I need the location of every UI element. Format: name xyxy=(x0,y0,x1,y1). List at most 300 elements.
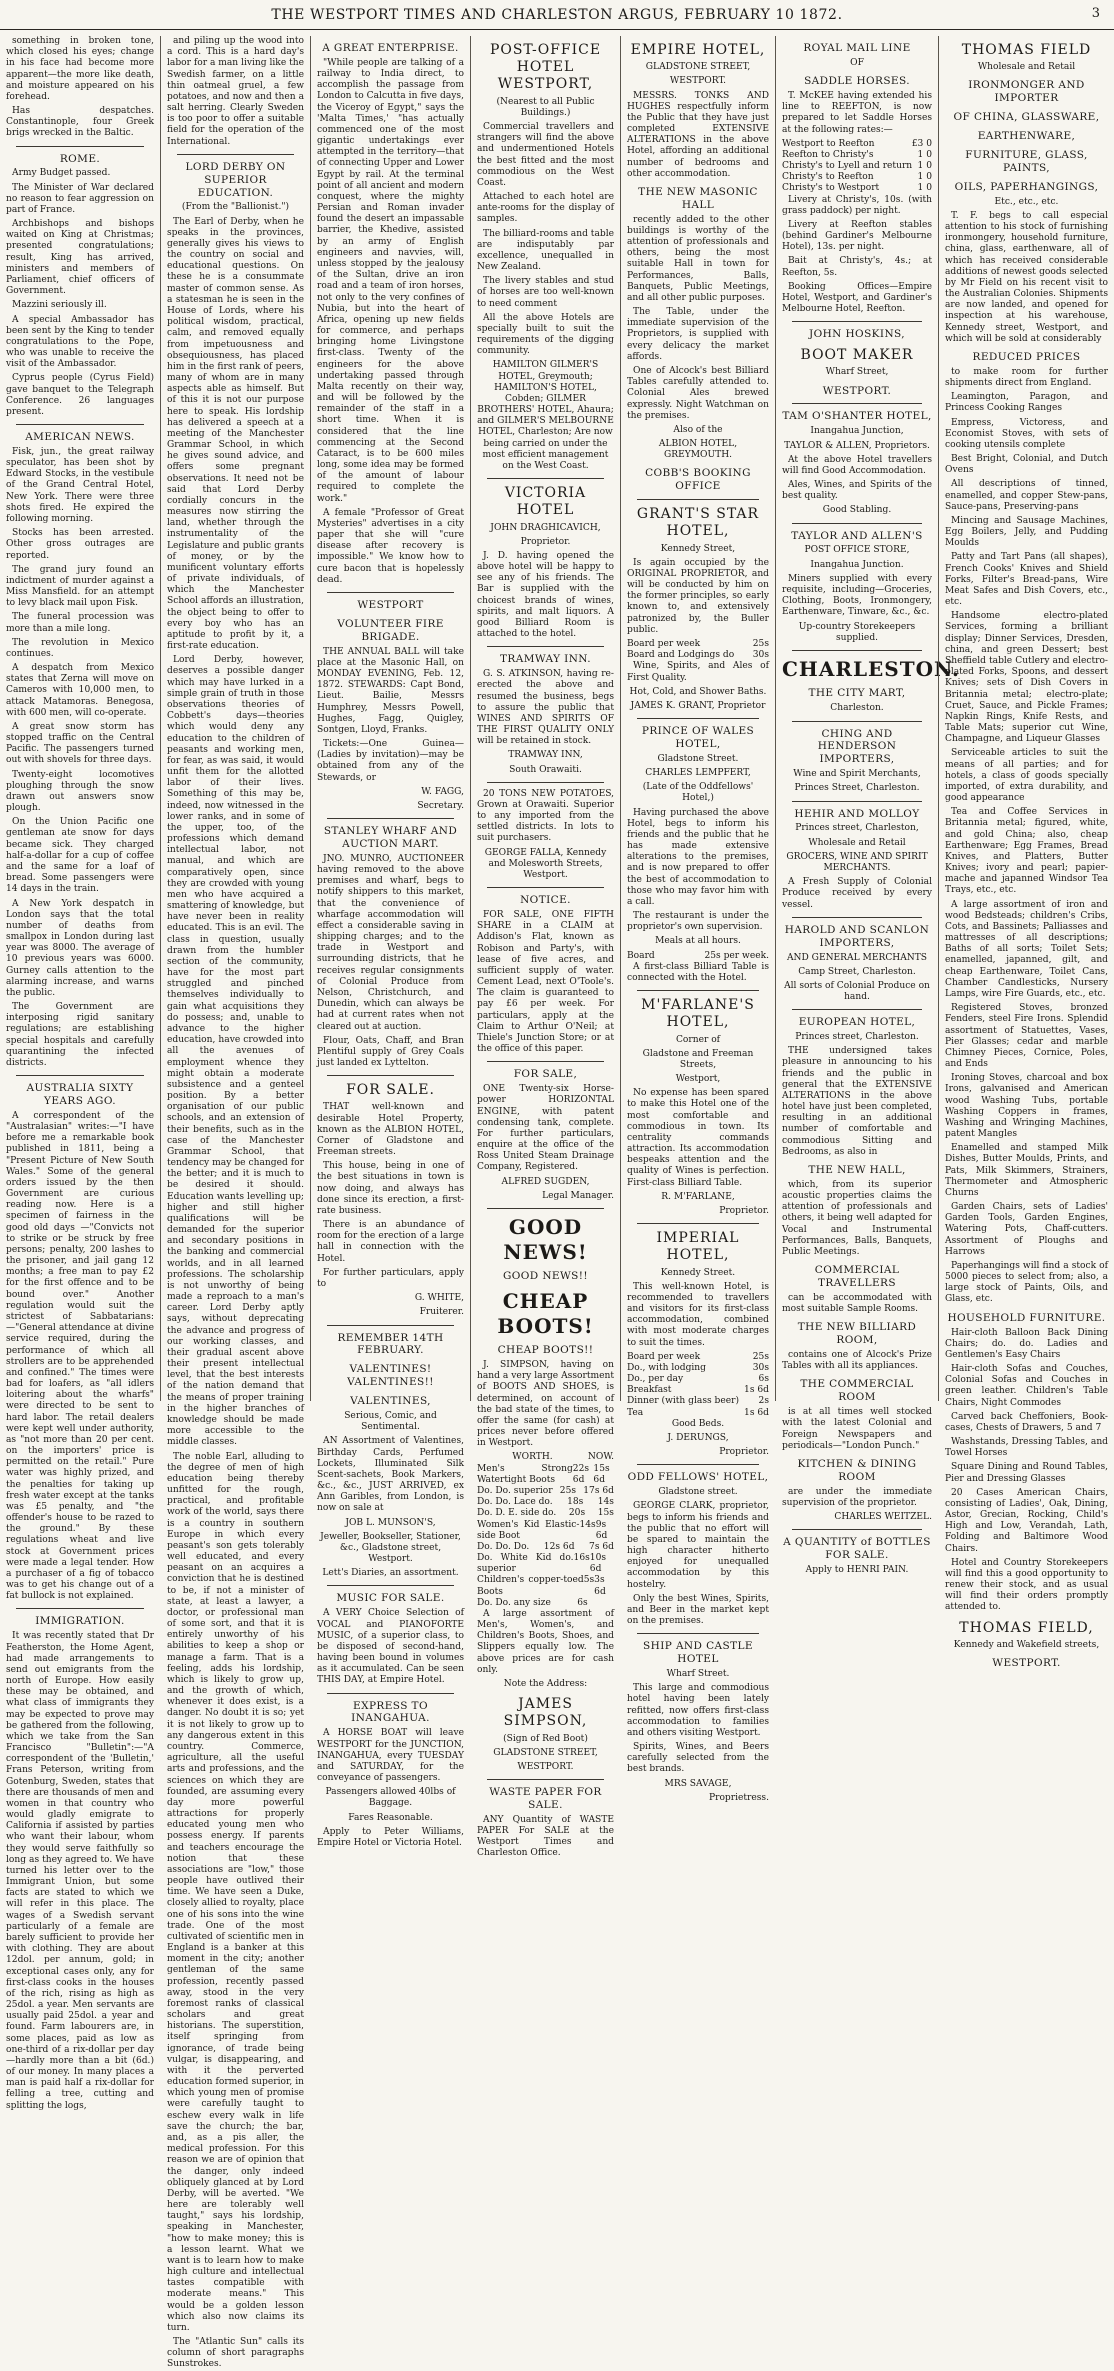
price-row xyxy=(477,1598,614,1609)
ad-text: The billiard-rooms and table are indisputably par excellence, unequalled in New Zealand. xyxy=(477,228,614,273)
ad-text: Spirits, Wines, and Beers carefully selected from the best brands. xyxy=(627,1742,769,1775)
divider xyxy=(487,1208,604,1209)
paragraph: "While people are talking of a railway to India direct, to accomplish the passage from London to Calcutta in five days, the Viceroy of Egypt," says the 'Malta Times,' "has actually commenced one of the most gigantic undertakings ever attempted in the territory—that of connecting Upper and Lower Egypt by rail. At the terminal point of all ancient and modern conquest, where the mighty Persian and Roman invader found the desert an impassable barrier, the Khedive, assisted by an army of English engineers and navvies, will, unless stopped by the jealousy of the Sultan, drive an iron road and a team of iron horses, not only to the very confines of Nubia, but into the heart of Africa, opening up new fields for commerce, and perhaps bringing home Livingstone first-class. Twenty of the engineers for the above undertaking passed through Malta recently on their way, and will be followed by the remainder of the staff in a short time. When it is considered that the line commencing at the Second Cataract, is to be 600 miles long, some idea may be formed of the amount of labour required to complete the work." xyxy=(317,57,464,504)
ad-signature: THOMAS FIELD, xyxy=(959,1619,1094,1636)
ad-text: contains one of Alcock's Prize Tables with all its appliances. xyxy=(782,1350,932,1372)
ad-note: Passengers allowed 40lbs of Baggage. xyxy=(325,1787,456,1809)
ad-heading-european-hotel: EUROPEAN HOTEL, xyxy=(798,1016,916,1029)
ad-heading-post-office-hotel: POST-OFFICE HOTEL WESTPORT, xyxy=(489,42,602,93)
ad-heading-for-sale: FOR SALE. xyxy=(346,1082,435,1099)
ad-text: AN Assortment of Valentines, Birthday Cards, Perfumed Lockets, Illuminated Silk Scent-sachets, Book Markers, &c., &c., JUST ARRIVED, ex Ann Garibles, from London, is now on sale at xyxy=(317,1436,464,1514)
ad-signature: JOHN DRAGHICAVICH, xyxy=(490,522,601,533)
ad-text: The restaurant is under the proprietor's own supervision. xyxy=(627,911,769,933)
price-value: 6s xyxy=(758,1374,769,1385)
ad-subheading: (Nearest to all Public Buildings.) xyxy=(496,96,595,118)
ad-subheading: Gladstone street. xyxy=(658,1487,738,1498)
ad-subheading: Charleston. xyxy=(830,703,884,714)
ad-heading-mfarlanes-hotel: M'FARLANE'S HOTEL, xyxy=(641,997,755,1031)
paragraph: A New York despatch in London says that the total number of deaths from smallpox in London during last year was 8000. The average of 10 previous years was 6000. Gurney calls attention to the alarming increase, and warns the public. xyxy=(6,898,154,998)
ad-subheading-commercial-room: THE COMMERCIAL ROOM xyxy=(800,1378,914,1404)
ad-subheading-reduced-prices: REDUCED PRICES xyxy=(972,350,1081,363)
list-item: 20 Cases American Chairs, consisting of Ladies', Oak, Dining, Astor, Grecian, Rocking, Child's High and Low, Verandah, Lath, Folding and Baltimore Wood Chairs. xyxy=(945,1487,1108,1554)
price-value: 25s xyxy=(752,638,769,649)
ad-text: At the above Hotel travellers will find Good Accommodation. xyxy=(782,454,932,476)
price-item: Dinner (with glass beer) xyxy=(627,1396,740,1407)
price-item: Do. Do. Lace do. xyxy=(477,1497,553,1508)
ad-signature: J. DERUNGS, xyxy=(667,1432,729,1443)
ad-heading-john-hoskins: JOHN HOSKINS, xyxy=(809,328,905,341)
divider xyxy=(327,592,454,593)
ad-signature-title: Proprietor. xyxy=(719,1205,769,1216)
ad-signature: CHARLES WEITZEL. xyxy=(834,1512,932,1523)
ad-text: Flour, Oats, Chaff, and Bran Plentiful supply of Grey Coals just landed ex Lyttelton. xyxy=(317,1035,464,1069)
list-item: Ironing Stoves, charcoal and box Irons, galvanised and American wood Washing Tubs, portable Washing Coppers in frames, Washing and Wringing Machines, patent Mangles xyxy=(945,1073,1108,1140)
price-value: 30s xyxy=(752,650,769,661)
price-row xyxy=(627,650,769,661)
price-row xyxy=(627,1352,769,1363)
ad-note: Up-country Storekeepers supplied. xyxy=(798,621,916,643)
ad-text: A Fresh Supply of Colonial Produce received by every vessel. xyxy=(782,877,932,910)
column-4 xyxy=(470,36,620,1859)
ad-heading-empire-hotel: EMPIRE HOTEL, xyxy=(630,42,766,58)
divider xyxy=(327,1585,454,1586)
ad-text: JNO. MUNRO, AUCTIONEER having removed to the above premises and wharf, begs to notify shippers to this market, that the convenience of wharfage accommodation will effect a considerable saving in shipping charges; and to the trade in Westport and surrounding districts, that he receives regular consignments of Colonial Produce from Nelson, Christchurch, and Dunedin, which can always be had at current rates when not cleared out at auction. xyxy=(317,853,464,1032)
ad-heading-fire-brigade-sub: VOLUNTEER FIRE BRIGADE. xyxy=(337,617,444,643)
ad-heading-hehir-molloy: HEHIR AND MOLLOY xyxy=(794,807,920,820)
ad-signature-sign: (Sign of Red Boot) xyxy=(503,1733,588,1744)
section-heading-american-news: AMERICAN NEWS. xyxy=(25,431,135,444)
ad-subheading: Inangahua Junction. xyxy=(810,559,904,570)
ad-heading-waste-paper: WASTE PAPER FOR SALE. xyxy=(489,1786,602,1811)
ad-text: THE ANNUAL BALL will take place at the Masonic Hall, on MONDAY EVENING, Feb. 12, 1872. STEWARDS: Capt Bond, Lieut. Bailie, Messrs Humphrey, Messrs Powell, Hughes, Fagg, Quigley, Sontgen, Lloyd, Franks. xyxy=(317,646,464,735)
divider xyxy=(177,154,294,155)
ad-text: T. F. begs to call especial attention to his stock of furnishing ironmongery, household furniture, china, glass, earthenware, all of which has received considerable additions of newest goods selected by Mr Field on his recent visit to the Australian Colonies. Shipments are now landed, and opened for inspection at his warehouse, Kennedy street, Westport, and which will be sold at considerably xyxy=(945,210,1108,344)
ad-text: One of Alcock's best Billiard Tables carefully attended to. Colonial Ales brewed expressly. Night Watchman on the premises. xyxy=(627,365,769,421)
ad-subheading: Wholesale and Retail xyxy=(977,62,1076,73)
ad-subheading: AND GENERAL MERCHANTS xyxy=(786,952,928,963)
ad-text: No expense has been spared to make this Hotel one of the most comfortable and commodious in town. Its centrality commands attraction. Its accommodation bespeaks attention and the quality of Wines is perfection. First-class Billiard Table. xyxy=(627,1088,769,1188)
ad-subheading-good-news: GOOD NEWS!! xyxy=(502,1270,589,1283)
divider xyxy=(327,1075,454,1076)
ad-text: recently added to the other buildings is worthy of the attention of professionals and others, being the most suitable Hall in town for Performances, Balls, Banquets, Public Meetings, and all other public purposes. xyxy=(627,214,769,303)
price-row xyxy=(477,1486,614,1497)
paragraph: The Earl of Derby, when he speaks in the provinces, generally gives his views to the country on social and educational questions. On these he is a consummate master of common sense. As a statesman he is seen in the House of Lords, where his political wisdom, practical, calm, and removed equally from impetuousness and obsequiousness, has placed him in the first rank of peers, many of whom are in many aspects able as himself. But of this it is not our purpose here to speak. His lordship has delivered a speech at a meeting of the Manchester Grammar School, in which he gives sound advice, and offers some pregnant observations. It need not be said that Lord Derby cordially concurs in the measures now stirring the land, whether through the instrumentality of the Legislature and public grants of money, or by the munificent voluntary efforts of private individuals, of which the Manchester School affords an illustration, the object being to offer to every boy who has an aptitude to profit by it, a first-rate education. xyxy=(167,216,304,652)
ad-subheading: Princes street, Charleston. xyxy=(795,1032,919,1043)
ad-note: Lett's Diaries, an assortment. xyxy=(322,1568,459,1579)
ad-heading-tam-oshanter: TAM O'SHANTER HOTEL, xyxy=(782,410,932,423)
ad-text: The livery stables and stud of horses are too well-known to need comment xyxy=(477,276,614,309)
ad-subheading: Etc., etc., etc. xyxy=(994,196,1059,207)
divider xyxy=(327,1693,454,1694)
ad-subheading: IRONMONGER AND IMPORTER xyxy=(968,79,1085,105)
source-credit: (From the "Ballionist.") xyxy=(181,202,290,213)
divider xyxy=(16,146,144,147)
price-row xyxy=(477,1508,614,1519)
divider xyxy=(487,646,604,647)
price-row xyxy=(782,139,932,150)
ad-subheading-billiard: THE NEW BILLIARD ROOM, xyxy=(797,1321,917,1347)
divider xyxy=(792,1009,922,1010)
ad-subheading-commercial: COMMERCIAL TRAVELLERS xyxy=(814,1264,900,1289)
divider xyxy=(637,1223,759,1224)
ad-subheading-masonic-hall: THE NEW MASONIC HALL xyxy=(638,185,758,211)
price-worth: 6s xyxy=(577,1597,588,1608)
price-worth: 22s 6d xyxy=(572,1463,590,1485)
ad-signature: MRS SAVAGE, xyxy=(664,1778,732,1789)
ad-text: Attached to each hotel are ante-rooms for the display of samples. xyxy=(477,192,614,225)
ad-text: J. D. having opened the above hotel will be happy to see any of his friends. The Bar is supplied with the choicest brands of wines, spirits, and malt liquors. A good Billiard Room is attached to the hotel. xyxy=(477,550,614,640)
price-now: 15s xyxy=(597,1508,614,1519)
ad-text: to make room for further shipments direct from England. xyxy=(945,366,1108,389)
price-item: Board and Lodgings do xyxy=(627,650,735,661)
ad-text: Hot, Cold, and Shower Baths. xyxy=(629,686,767,697)
ad-signature-title: Proprietress. xyxy=(708,1792,769,1803)
divider xyxy=(487,782,604,783)
ad-signature-title: Fruiterer. xyxy=(419,1307,464,1318)
ad-subheading: Wholesale and Retail xyxy=(808,837,906,848)
divider xyxy=(487,1061,604,1062)
ad-text: Hotel and Country Storekeepers will find this a good opportunity to renew their stock, and as usual will find their orders promptly attended to. xyxy=(945,1557,1108,1613)
ad-note: All sorts of Colonial Produce on hand. xyxy=(784,980,930,1003)
ad-text: J. SIMPSON, having on hand a very large Assortment of BOOTS AND SHOES, is determined, on account of the bad state of the times, to offer the same (for cash) at prices never before offered in Westport. xyxy=(477,1360,614,1449)
price-value: 25s xyxy=(752,1351,769,1362)
ad-subheading-cheap-boots: CHEAP BOOTS!! xyxy=(497,1344,594,1357)
ad-text: ANY Quantity of WASTE PAPER For SALE at the Westport Times and Charleston Office. xyxy=(477,1814,614,1859)
price-value: £3 0 xyxy=(911,138,932,149)
price-worth: 12s 6d xyxy=(543,1541,575,1552)
section-heading-charleston: CHARLESTON. xyxy=(782,656,960,681)
ad-subheading: WESTPORT. xyxy=(669,76,727,87)
ad-signature-address: Kennedy and Wakefield streets, xyxy=(953,1639,1100,1650)
ad-text: All the above Hotels are specially built to suit the requirements of the digging community. xyxy=(477,312,614,357)
paragraph: It was recently stated that Dr Featherston, the Home Agent, had made arrangements to send out emigrants from the north of Europe. How easily these may be obtained, and what class of immigrants they may be expected to prove may be gathered from the following, which we take from the San Francisco "Bulletin":—"A correspondent of the 'Bulletin,' Frans Peterson, writing from Gotenburg, Sweden, states that there are thousands of men and women in that country who would gladly emigrate to California if assisted by parties who want their labour, whom they would serve faithfully so long as they agreed to. We have turned his letter over to the Immigrant Union, but some facts are stated to which we will refer in this place. The wages of a Swedish servant particularly of a female are barely sufficient to provide her with clothing. They are about 12dol. per annum, gold; in exceptional cases only, any for first-class cooks in the houses of the rich, rising as high as 25dol. a year. Men servants are usually paid 25dol. a year and found. Farm labourers are, in some places, paid as low as one-third of a rix-dollar per day—hardly more than a bit (6d.) of our money. In many places a man is paid half a rix-dollar for felling a tree, cutting and splitting the logs, xyxy=(6,1631,154,2111)
price-now: 15s 6d xyxy=(593,1463,610,1485)
paragraph: something in broken tone, which closed his eyes; change in his face had become more apparent—the more like death, and moisture appeared on his forehead. xyxy=(6,36,154,102)
ad-subheading: GROCERS, WINE AND SPIRIT MERCHANTS. xyxy=(786,851,928,873)
price-value: 25s per week. xyxy=(704,950,769,961)
price-header-worth: WORTH. xyxy=(512,1452,553,1463)
ad-heading-for-sale-engine: FOR SALE, xyxy=(513,1068,578,1081)
divider xyxy=(327,818,454,819)
ad-subheading: Wharf Street. xyxy=(666,1669,730,1680)
ad-subheading: Inangahua Junction, xyxy=(810,426,904,437)
price-table-header xyxy=(477,1452,614,1463)
ad-text: Is again occupied by the ORIGINAL PROPRIETOR, and will be conducted by him on the former principles, so early known to, and extensively patronized by, the Buller public. xyxy=(627,557,769,635)
price-item: Westport to Reefton xyxy=(782,138,875,149)
price-worth: 25s xyxy=(559,1485,577,1496)
price-item: Tea xyxy=(627,1407,644,1418)
list-item: Washstands, Dressing Tables, and Towel Horses xyxy=(945,1437,1108,1459)
column-5 xyxy=(620,36,775,1803)
ad-text: Apply to Peter Williams, Empire Hotel or Victoria Hotel. xyxy=(317,1826,464,1848)
price-item: Do. White Kid do. superior xyxy=(477,1553,574,1575)
price-row xyxy=(627,1385,769,1396)
divider xyxy=(637,499,759,500)
divider xyxy=(487,1779,604,1780)
ad-heading-ship-and-castle: SHIP AND CASTLE HOTEL xyxy=(643,1640,753,1666)
ad-signature: JOB L. MUNSON'S, xyxy=(345,1517,436,1528)
ad-text: A large assortment of Men's, Women's, and Children's Boots, Shoes, and Slippers equally low. The above prices are for cash only. xyxy=(477,1608,614,1675)
ad-text: A first-class Billiard Table is connected with the Hotel. xyxy=(627,961,769,983)
ad-subheading: Kennedy Street. xyxy=(660,1267,736,1278)
price-row xyxy=(627,1363,769,1374)
price-item: Children's copper-toed Boots xyxy=(477,1575,584,1597)
price-row xyxy=(477,1575,614,1597)
column-6 xyxy=(775,36,960,1576)
ad-heading-ching-henderson: CHING AND HENDERSON IMPORTERS, xyxy=(817,727,897,766)
divider xyxy=(16,424,144,425)
ad-note: ALBION HOTEL, GREYMOUTH. xyxy=(658,439,738,461)
ad-signature-title: Secretary. xyxy=(417,800,464,811)
list-item: Paperhangings will find a stock of 5000 pieces to select from; also, a large stock of Paints, Oils, and Glass, etc. xyxy=(945,1260,1108,1305)
ad-subheading-new-hall: THE NEW HALL, xyxy=(808,1163,906,1176)
masthead xyxy=(0,0,1114,30)
paragraph: The funeral procession was more than a mile long. xyxy=(6,612,154,634)
ad-heading-express: EXPRESS TO INANGAHUA. xyxy=(351,1699,430,1725)
ad-subheading: POST OFFICE STORE, xyxy=(804,545,910,556)
price-item: Women's Kid Elastic-side Boot xyxy=(477,1519,580,1541)
section-heading-australia: AUSTRALIA SIXTY YEARS AGO. xyxy=(26,1082,134,1107)
paragraph: Mazzini seriously ill. xyxy=(12,300,107,311)
ad-text: Ales, Wines, and Spirits of the best quality. xyxy=(782,480,932,502)
ad-subheading-household-furniture: HOUSEHOLD FURNITURE. xyxy=(947,1311,1106,1324)
ad-signature: ALFRED SUGDEN, xyxy=(501,1176,590,1187)
price-item: Men's Strong Watertight Boots xyxy=(477,1463,573,1485)
paragraph: On the Union Pacific one gentleman ate snow for days became sick. They charged half-a-dollar for a cup of coffee and the same for a loaf of bread. Some passengers were 14 days in the train. xyxy=(6,817,154,895)
list-item: Handsome electro-plated Services, forming a brilliant display; Dinner Services, Dresden, china, and green Dessert; best Sheffield table Cutlery and electro-plated Forks, Spoons, and dessert Knives; sets of Dish Covers in Britannia metal; electro-plate; Cruet, Sauce, and Pickle Frames; Napkin Rings, Knife Rests, and Table Mats; superior cut Wine, Champagne, and Liqueur Glasses xyxy=(945,611,1108,745)
price-worth: 18s xyxy=(567,1497,584,1508)
ad-subheading: TAYLOR & ALLEN, Proprietors. xyxy=(784,440,930,451)
price-row xyxy=(477,1542,614,1553)
ad-text: Having purchased the above Hotel, begs to inform his friends and the public that he has made extensive alterations to the premises, and is now prepared to offer the best of accommodation to those who may favor him with a call. xyxy=(627,807,769,907)
paragraph: Lord Derby, however, deserves a possible danger which may have lurked in a simple grain of truth in those observations theories of Cobbett's days—theories which would deny any education to the children of peasants and working men, for fear, as was said, it would unfit them for the allotted labor of their lives. Something of this may be, indeed, now witnessed in the lower ranks, and in some of the upper, too, of the professions which demand intellectual labor, not manual, and which are comparatively open, since they are crowded with young men who have acquired a smattering of knowledge, but have never been in reality educated. This is an evil. The class in question, usually drawn from the humbler section of the community, have for the most part struggled and pinched themselves individually to gain what acquisitions they do possess; and, unable to advance to the higher education, have crowded into all the avenues of employment whence they might obtain a moderate subsistence and a genteel position. By a better organisation of our public schools, and an extension of their benefits, such as in the case of the Manchester Grammar School, that tendency may be changed for the better; and it is much to be desired it should. Education wants levelling up; higher and still higher qualifications will be demanded for the superior and secondary positions in the banking and commercial worlds, and in all learned professions. The scholarship is not unworthy of being made a reproach to a man's career. Lord Derby aptly says, without deprecating the advance and progress of our working classes, and their gradual ascent above their present intellectual level, that the best interests of the nation demand that the means of proper training in the higher branches of knowledge should be made more accessible to the middle classes. xyxy=(167,655,304,1448)
price-now: 3s 6d xyxy=(594,1575,606,1597)
price-now: 9s 6d xyxy=(595,1519,608,1541)
paragraph: The Government are interposing rigid sanitary regulations; are establishing special hospitals and carefully quarantining the infected districts. xyxy=(6,1002,154,1068)
price-row xyxy=(627,951,769,962)
ad-signature: CHARLES LEMPFERT, xyxy=(645,768,751,778)
ad-heading-victoria-hotel: VICTORIA HOTEL xyxy=(504,485,587,519)
price-item: Christy's to Lyell and return xyxy=(782,161,913,172)
ad-heading-cobbs: COBB'S BOOKING OFFICE xyxy=(645,467,751,493)
list-item: Tea and Coffee Services in Britannia metal; figured, white, and gold China; also, cheap Earthenware; Egg Frames, Bread Knives, and Platters, Butter Knives; ivory and pearl; papier-mache and japanned Windsor Tea Trays, etc., etc. xyxy=(945,807,1108,896)
ad-heading-notice: NOTICE. xyxy=(520,894,571,907)
ad-text: Tickets:—One Guinea—(Ladies by invitation)—may be obtained from any of the Stewards, or xyxy=(317,739,464,783)
price-row xyxy=(477,1464,614,1486)
ad-signature-town: WESTPORT. xyxy=(517,1761,574,1772)
ad-text: This house, being in one of the best situations in town is now doing, and always has done since its erection, a first-rate business. xyxy=(317,1161,464,1216)
price-item: Board per week xyxy=(627,638,701,649)
section-heading-rome: ROME. xyxy=(59,152,101,165)
divider xyxy=(792,917,922,918)
ad-text: This well-known Hotel, is recommended to travellers and visitors for its first-class accommodation, combined with most moderate charges to suit the times. xyxy=(627,1281,769,1348)
ad-heading-valentines: VALENTINES! VALENTINES!! xyxy=(347,1363,434,1389)
ad-signature-town: WESTPORT. xyxy=(992,1657,1061,1670)
paragraph: Twenty-eight locomotives ploughing through the snow drawn out answers snow plough. xyxy=(6,769,154,814)
paragraph: A correspondent of the "Australasian" writes:—"I have before me a remarkable book published in 1811, being a "Present Picture of New South Wales." Some of the general orders issued by the then Government are curious reading now. Here is a specimen of fairness in the good old days —"Convicts not to strike or be struck by free persons; penalty, 200 lashes to the prisoner, and jail gang 12 months; a free man to pay £2 for the first offence and to be bound over." Another regulation would suit the strictest of Sabbatarians:—"General attendance at divine service required, during the performance of which all strollers are to be apprehended and confined." The times were bad for loafers, as "all idlers loitering about the wharfs" were directed to be sent to hard labor. The retail dealers were kept well under authority, as "not more than 20 per cent. on the importers' price is permitted on the retail." Pure water was highly prized, and the penalties for taking up fresh water except at the tanks was £5 penalty, and "the offender's house to be razed to the ground." By these regulations wheat and live stock at Government prices were made a legal tender. How a purchaser of a fig of tobacco was to get his change out of a fat bullock is not explained. xyxy=(6,1110,154,1602)
ad-note: Good Stabling. xyxy=(822,505,892,516)
ad-subheading: Wine and Spirit Merchants, xyxy=(793,769,921,780)
price-item: Do. D. E. side do. xyxy=(477,1508,557,1519)
paragraph: Army Budget passed. xyxy=(12,168,111,179)
ad-text: There is an abundance of room for the erection of a large hall in connection with the Hotel. xyxy=(317,1220,464,1264)
ad-heading-good-news: GOOD NEWS! xyxy=(503,1214,588,1264)
price-value: 1 0 xyxy=(917,183,932,194)
ad-text: The Table, under the immediate supervision of the Proprietors, is supplied with every delicacy the market affords. xyxy=(627,307,769,362)
ad-subheading: Gladstone Street. xyxy=(657,753,739,764)
ad-text: T. McKEE having extended his line to REEFTON, is now prepared to let Saddle Horses at the following rates:— xyxy=(782,90,932,135)
price-item: Do. Do. any size xyxy=(477,1597,551,1608)
price-row xyxy=(782,183,932,194)
price-row xyxy=(627,1408,769,1419)
ad-signature-title: Proprietor. xyxy=(719,1447,769,1458)
ad-subheading: (Late of the Oddfellows' Hotel,) xyxy=(642,782,754,804)
ad-subheading: OILS, PAPERHANGINGS, xyxy=(954,180,1099,193)
price-item: Christy's to Westport xyxy=(782,183,880,194)
ad-text: G. S. ATKINSON, having re-erected the above and resumed the business, begs to assure the public that WINES AND SPIRITS OF THE FIRST QUALITY ONLY will be retained in stock. xyxy=(477,669,614,747)
list-item: Garden Chairs, sets of Ladies' Garden Tools, Garden Engines, Watering Pots, Chaff-cutters. Assortment of Ploughs and Harrows xyxy=(945,1202,1108,1257)
ad-text: THAT well-known and desirable Hotel Property, known as the ALBION HOTEL, Corner of Gladstone and Freeman streets. xyxy=(317,1102,464,1158)
price-value: 30s xyxy=(752,1362,769,1373)
paragraph: Has despatches. Constantinople, four Greek brigs wrecked in the Baltic. xyxy=(6,106,154,139)
ad-text: Meals at all hours. xyxy=(655,936,741,947)
ad-heading-fire-brigade: WESTPORT xyxy=(357,598,424,611)
ad-heading-boot-maker: BOOT MAKER xyxy=(800,347,914,364)
ad-text: Booking Offices—Empire Hotel, Westport, and Gardiner's Melbourne Hotel, Reefton. xyxy=(782,281,932,315)
ad-subheading: Corner of xyxy=(675,1034,721,1045)
price-row xyxy=(782,161,932,172)
list-item: Leamington, Paragon, and Princess Cooking Ranges xyxy=(945,392,1108,414)
list-item: Patty and Tart Pans (all shapes), French Cooks' Knives and Shield Forks, Filter's Bread-pans, Wire Meat Safes and Dish Covers, etc., etc. xyxy=(945,552,1108,608)
ad-text: THE undersigned takes pleasure in announcing to his friends and the public in general that the EXTENSIVE ALTERATIONS in the above hotel have just been completed, resulting in an additional number of comfortable and commodious Sitting and Bedrooms, as also in xyxy=(782,1046,932,1157)
divider xyxy=(792,650,922,651)
price-item: Breakfast xyxy=(627,1385,672,1396)
ad-subheading: OF xyxy=(850,57,864,68)
ad-subheading: Kennedy Street, xyxy=(660,543,736,554)
ad-text: Bait at Christy's, 4s.; at Reefton, 5s. xyxy=(782,256,932,278)
ad-signature: W. FAGG, xyxy=(421,786,464,797)
paragraph: Stocks has been arrested. Other gross outrages are reported. xyxy=(6,528,154,561)
divider xyxy=(792,1529,922,1530)
paragraph: The "Atlantic Sun" calls its column of short paragraphs Sunstrokes. xyxy=(167,2337,304,2370)
divider xyxy=(327,1325,454,1326)
paragraph: A despatch from Mexico states that Zerna will move on Cameros with 10,000 men, to attack Matamoras. Benegosa, with 600 men, will co-operate. xyxy=(6,663,154,718)
divider xyxy=(792,801,922,802)
ad-signature-title: Proprietor. xyxy=(520,536,571,547)
price-value: 1s 6d xyxy=(744,1385,769,1396)
section-heading-enterprise: A GREAT ENTERPRISE. xyxy=(322,42,459,54)
price-item: Board xyxy=(627,950,655,961)
price-row xyxy=(627,639,769,650)
ad-heading-city-mart: THE CITY MART, xyxy=(808,687,906,700)
price-row xyxy=(782,150,932,161)
list-item: Enamelled and stamped Milk Dishes, Butter Moulds, Prints, and Pats, Milk Skimmers, Strainers, Thermometer and Atmospheric Churns xyxy=(945,1143,1108,1198)
price-row xyxy=(627,1396,769,1407)
paragraph: A great snow storm has stopped traffic on the Central Pacific. The passengers turned out with shovels for three days. xyxy=(6,721,154,766)
ad-subheading-kitchen: KITCHEN & DINING ROOM xyxy=(797,1457,917,1483)
ad-note: Fares Reasonable. xyxy=(348,1812,433,1823)
ad-heading-saddle-horses: SADDLE HORSES. xyxy=(804,75,910,88)
ad-subheading: Wharf Street, xyxy=(825,367,889,378)
ad-subheading: GLADSTONE STREET, xyxy=(645,62,751,73)
ad-subheading: Princes Street, Charleston. xyxy=(794,783,920,794)
page-number: 3 xyxy=(1091,6,1100,21)
divider xyxy=(792,523,922,524)
price-item: Do. Do. Do. xyxy=(477,1541,530,1552)
ad-heading-cheap-boots: CHEAP BOOTS! xyxy=(497,1289,594,1338)
list-item: All descriptions of tinned, enamelled, and copper Stew-pans, Sauce-pans, Preserving-pans xyxy=(945,479,1108,512)
paragraph: Fisk, jun., the great railway speculator, has been shot by Edward Stocks, in the vestibule of the Grand Central Hotel, New York. There were three shots fired. He expired the following morning. xyxy=(6,446,154,524)
ad-subheading: EARTHENWARE, xyxy=(977,130,1076,143)
ad-note: Also of the xyxy=(673,424,723,435)
column-7 xyxy=(938,36,1114,1670)
ad-note: Good Beds. xyxy=(671,1418,725,1429)
ad-signature: JAMES K. GRANT, Proprietor xyxy=(630,700,766,711)
price-row xyxy=(477,1497,614,1508)
ad-text: Wine, Spirits, and Ales of First Quality. xyxy=(627,661,769,683)
price-item: Reefton to Christy's xyxy=(782,149,874,160)
column-3 xyxy=(310,36,470,1848)
ad-heading-prince-of-wales: PRINCE OF WALES HOTEL, xyxy=(641,725,755,750)
ad-subheading: Camp Street, Charleston. xyxy=(798,966,916,977)
ad-subheading: Princes street, Charleston, xyxy=(795,823,919,834)
divider xyxy=(487,478,604,479)
price-row xyxy=(477,1520,614,1542)
price-value: 1 0 xyxy=(917,149,932,160)
paragraph: Archbishops and bishops waited on King at Christmas; presented congratulations; result, King has arrived, ministers and members of Parliament, chief officers of Government. xyxy=(6,219,154,297)
ad-text: are under the immediate supervision of the proprietor. xyxy=(782,1486,932,1508)
price-worth: 20s xyxy=(568,1508,586,1519)
ad-text: This large and commodious hotel having been lately refitted, now offers first-class accommodation to families and others visiting Westport. xyxy=(627,1683,769,1738)
ad-heading-imperial-hotel: IMPERIAL HOTEL, xyxy=(656,1230,740,1264)
ad-heading-valentines-sub: VALENTINES, xyxy=(350,1395,431,1408)
column-2 xyxy=(160,36,310,2370)
ad-subheading: Serious, Comic, and Sentimental. xyxy=(344,1411,437,1433)
ad-subheading: Westport, xyxy=(675,1074,721,1085)
price-value: 1 0 xyxy=(917,161,932,172)
ad-text: FOR SALE, ONE FIFTH SHARE in a CLAIM at Addison's Flat, known as Robison and Party's, with lease of five acres, and sufficient supply of water. Cement Lead, next O'Toole's. The claim is guaranteed to pay £6 per week. For particulars, apply at the Claim to Arthur O'Neil; at Thiele's Junction Store; or at the office of this paper. xyxy=(477,910,614,1055)
ad-text: is at all times well stocked with the latest Colonial and Foreign Newspapers and periodicals—"London Punch." xyxy=(782,1407,932,1451)
ad-text: A HORSE BOAT will leave WESTPORT for the JUNCTION, INANGAHUA, every TUESDAY and SATURDAY, for the conveyance of passengers. xyxy=(317,1728,464,1784)
divider xyxy=(792,721,922,722)
ad-text: A VERY Choice Selection of VOCAL and PIANOFORTE MUSIC, of a superior class, to be disposed of second-hand, having been bound in volumes as it accumulated. Can be seen THIS DAY, at Empire Hotel. xyxy=(317,1608,464,1686)
list-item: Serviceable articles to suit the means of all parties; and for hotels, a class of goods specially imported, of extra durability, and good appearance xyxy=(945,748,1108,804)
price-value: 1 0 xyxy=(917,172,932,183)
list-item: Carved back Cheffoniers, Book-cases, Chests of Drawers, 5 and 7 xyxy=(945,1411,1108,1433)
paragraph: The grand jury found an indictment of murder against a Miss Mansfield. for an attempt to levy black mail upon Fisk. xyxy=(6,564,154,609)
paragraph: The Minister of War declared no reason to fear aggression on part of France. xyxy=(6,182,154,215)
section-heading-lord-derby: LORD DERBY ON SUPERIOR EDUCATION. xyxy=(185,160,286,199)
ad-text: Livery at Christy's, 10s. (with grass paddock) per night. xyxy=(782,194,932,216)
price-worth: 14s xyxy=(579,1519,596,1530)
ad-signature: G. WHITE, xyxy=(414,1293,464,1304)
ad-heading-stanley-wharf: STANLEY WHARF AND AUCTION MART. xyxy=(323,825,458,851)
price-worth: 5s xyxy=(583,1575,595,1586)
price-value: 2s xyxy=(758,1396,769,1407)
ad-subheading: Gladstone and Freeman Streets, xyxy=(642,1048,754,1070)
price-now: 14s xyxy=(597,1497,614,1508)
ad-signature: GEORGE FALLA, Kennedy and Molesworth Streets, Westport. xyxy=(484,847,607,880)
ad-text: Only the best Wines, Spirits, and Beer in the market kept on the premises. xyxy=(627,1593,769,1627)
paragraph: and piling up the wood into a cord. This is a hard day's labor for a man living like the Swedish farmer, on a little thin oatmeal gruel, a few potatoes, and now and then a salt herring. Clearly Sweden is too poor to offer a suitable field for the operation of the International. xyxy=(167,36,304,147)
price-row xyxy=(477,1553,614,1575)
list-item: A large assortment of iron and wood Bedsteads; children's Cribs, Cots, and Bassinets; Palliasses and mattresses of all descriptions; Baths of all sorts; Toilet Sets; enamelled, japanned, gilt, and cheap Earthenware, Toilet Cans, Chamber Candlesticks, Nursery Lamps, wire Fire Guards, etc., etc. xyxy=(945,899,1108,999)
ad-subheading: FURNITURE, GLASS, PAINTS, xyxy=(965,149,1088,174)
ad-text: Livery at Reefton stables (behind Gardiner's Melbourne Hotel), 13s. per night. xyxy=(782,219,932,253)
ad-signature: TRAMWAY INN, xyxy=(508,750,583,761)
ad-text: For further particulars, apply to xyxy=(317,1267,464,1289)
divider xyxy=(637,718,759,719)
